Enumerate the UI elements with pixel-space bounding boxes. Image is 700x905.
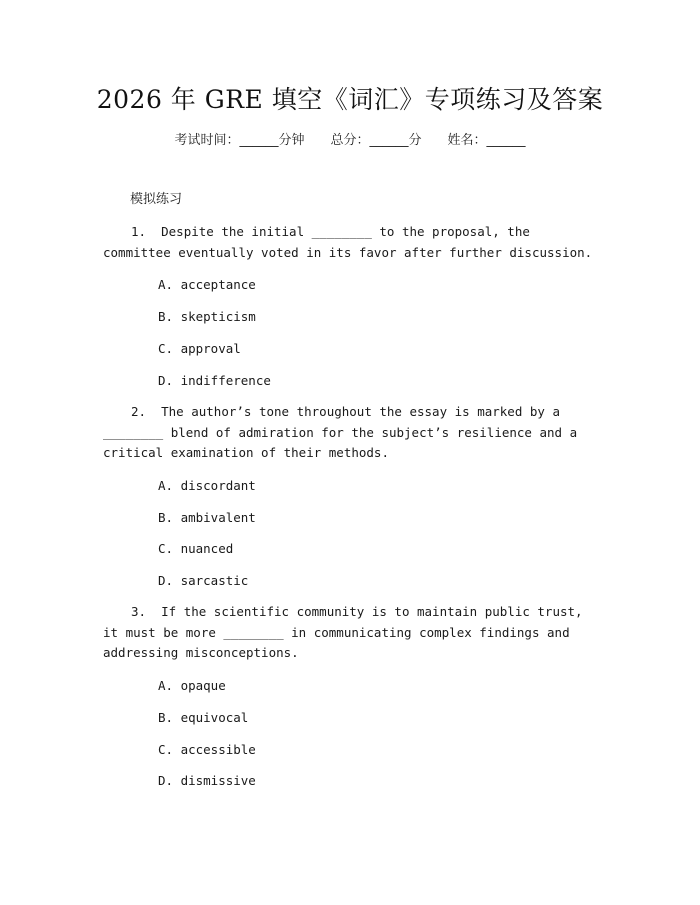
question-3-option-a: A. opaque <box>158 678 226 693</box>
question-2-option-a: A. discordant <box>158 478 256 493</box>
question-2-option-c: C. nuanced <box>158 541 234 556</box>
question-number: 2. <box>131 404 147 419</box>
student-name-field: 姓名：______ <box>447 133 526 148</box>
exam-time-field: 考试时间：______分钟 <box>174 133 305 148</box>
question-1-option-c: C. approval <box>158 341 241 356</box>
exam-info-line <box>0 132 700 150</box>
question-1 <box>103 222 603 263</box>
question-3-option-c: C. accessible <box>158 742 256 757</box>
question-2-option-d: D. sarcastic <box>158 573 249 588</box>
section-title: 模拟练习 <box>130 192 183 207</box>
question-1-option-d: D. indifference <box>158 373 271 388</box>
question-3 <box>103 602 603 664</box>
question-text: Despite the initial ________ to the proposal, the committee eventually voted in its favor after further discussion. <box>103 224 593 260</box>
question-text: The author’s tone throughout the essay is marked by a ________ blend of admiration for the subject’s resilience and a critical examination of their methods. <box>103 404 578 460</box>
question-2-option-b: B. ambivalent <box>158 510 256 525</box>
total-score-field: 总分：______分 <box>330 133 422 148</box>
question-1-option-b: B. skepticism <box>158 309 256 324</box>
question-1-option-a: A. acceptance <box>158 277 256 292</box>
document-title: 2026 年 GRE 填空《词汇》专项练习及答案 <box>96 85 604 114</box>
question-number: 1. <box>131 224 147 239</box>
question-number: 3. <box>131 604 147 619</box>
question-3-option-b: B. equivocal <box>158 710 249 725</box>
question-3-option-d: D. dismissive <box>158 773 256 788</box>
question-2 <box>103 402 603 464</box>
question-text: If the scientific community is to maintain public trust, it must be more ________ in communicating complex findings and addressing misconceptions. <box>103 604 583 660</box>
